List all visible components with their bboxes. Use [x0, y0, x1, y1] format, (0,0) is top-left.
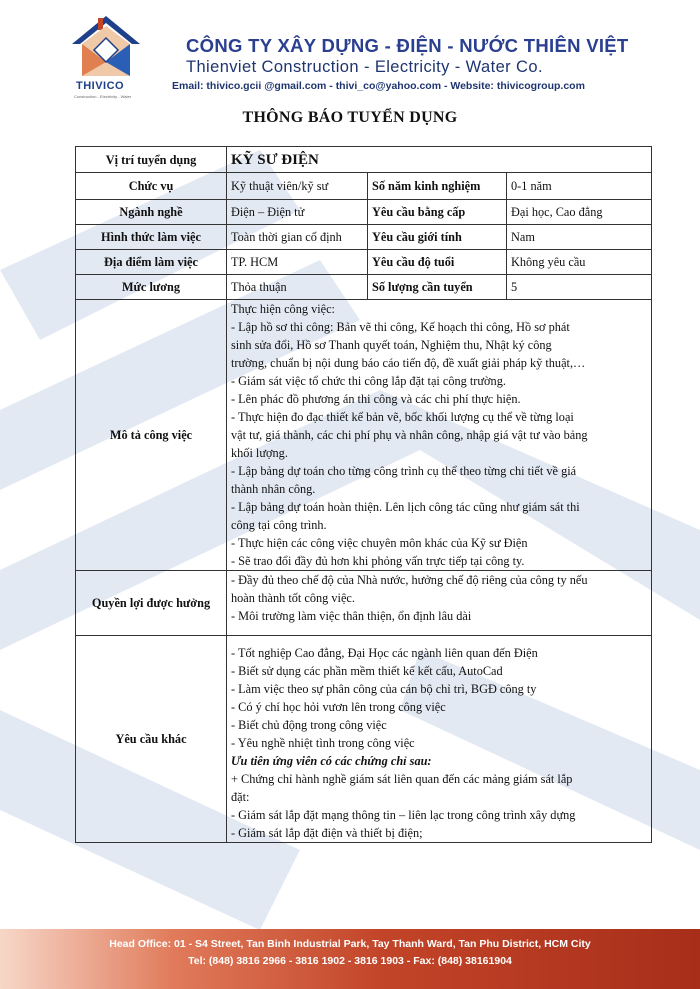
- text-line: - Thực hiện các công việc chuyên môn khác của Kỹ sư Điện: [231, 536, 528, 550]
- text-line: - Giám sát lắp đặt điện và thiết bị điện;: [231, 826, 423, 840]
- company-name-vn: CÔNG TY XÂY DỰNG - ĐIỆN - NƯỚC THIÊN VIỆT: [186, 35, 629, 56]
- priority-heading: Ưu tiên ứng viên có các chứng chỉ sau:: [231, 754, 432, 768]
- table-row: [76, 225, 652, 250]
- field-value: 5: [507, 275, 652, 300]
- field-label: Số năm kinh nghiệm: [368, 173, 507, 200]
- letterhead: [0, 0, 700, 108]
- text-line: - Lập bảng dự toán cho từng công trình cụ thể theo từng chi tiết về giá: [231, 464, 577, 478]
- text-line: - Lên phác đồ phương án thi công và các chi phí thực hiện.: [231, 392, 521, 406]
- other-requirements-content: [227, 636, 652, 843]
- house-logo-icon: [70, 14, 142, 80]
- field-value: Toàn thời gian cố định: [227, 225, 368, 250]
- table-row: [76, 636, 652, 843]
- field-label: Yêu cầu bằng cấp: [368, 200, 507, 225]
- table-row: [76, 300, 652, 571]
- table-row: [76, 250, 652, 275]
- field-value: Điện – Điện tử: [227, 200, 368, 225]
- text-line: Thực hiện công việc:: [231, 302, 335, 316]
- position-value: KỸ SƯ ĐIỆN: [227, 147, 652, 173]
- table-row: [76, 571, 652, 636]
- text-line: - Lập bảng dự toán hoàn thiện. Lên lịch công tác cũng như giám sát thi: [231, 500, 580, 514]
- footer-band: [0, 929, 700, 989]
- field-value: Thỏa thuận: [227, 275, 368, 300]
- description-content: [227, 300, 652, 571]
- text-line: trường, chuẩn bị nội dung báo cáo tiến độ, đề xuất giải pháp kỹ thuật,…: [231, 356, 586, 370]
- description-label: Mô tả công việc: [76, 300, 227, 571]
- field-value: Đại học, Cao đẳng: [507, 200, 652, 225]
- contact-line: Email: thivico.gcii @gmail.com - thivi_co@yahoo.com - Website: thivicogroup.com: [172, 80, 585, 92]
- benefits-label: Quyền lợi được hưởng: [76, 571, 227, 636]
- logo-tagline: Construction - Electricity - Water: [74, 94, 132, 99]
- field-value: Không yêu cầu: [507, 250, 652, 275]
- field-value: Kỹ thuật viên/kỹ sư: [227, 173, 368, 200]
- text-line: đặt:: [231, 790, 250, 804]
- field-label: Địa điểm làm việc: [76, 250, 227, 275]
- page-title: THÔNG BÁO TUYỂN DỤNG: [242, 109, 458, 126]
- table-row: [76, 200, 652, 225]
- text-line: - Có ý chí học hỏi vươn lên trong công việc: [231, 700, 446, 714]
- text-line: - Đầy đủ theo chế độ của Nhà nước, hưởng chế độ riêng của công ty nếu: [231, 573, 588, 587]
- position-label: Vị trí tuyển dụng: [76, 147, 227, 173]
- table-row: [76, 173, 652, 200]
- text-line: hoàn thành tốt công việc.: [231, 591, 355, 605]
- text-line: - Thực hiện đo đạc thiết kế bản vẽ, bốc khối lượng cụ thể về từng loại: [231, 410, 574, 424]
- company-name-en: Thienviet Construction - Electricity - Water Co.: [186, 58, 543, 76]
- text-line: khối lượng.: [231, 446, 288, 460]
- text-line: vật tư, giá thành, các chi phí phụ và nhân công, nhập giá vật tư vào bảng: [231, 428, 588, 442]
- field-label: Mức lương: [76, 275, 227, 300]
- field-label: Chức vụ: [76, 173, 227, 200]
- other-requirements-label: Yêu cầu khác: [76, 636, 227, 843]
- text-line: - Biết chủ động trong công việc: [231, 718, 387, 732]
- field-label: Ngành nghề: [76, 200, 227, 225]
- footer-address: Head Office: 01 - S4 Street, Tan Binh Industrial Park, Tay Thanh Ward, Tan Phu District, HCM City: [109, 938, 591, 950]
- benefits-content: [227, 571, 652, 636]
- logo-wordmark: THIVICO: [76, 80, 125, 92]
- job-table: [75, 146, 652, 843]
- text-line: - Giám sát việc tổ chức thi công lắp đặt tại công trường.: [231, 374, 506, 388]
- text-line: - Làm việc theo sự phân công của cán bộ chỉ trì, BGĐ công ty: [231, 682, 537, 696]
- text-line: sinh sửa đổi, Hồ sơ Thanh quyết toán, Nghiệm thu, Nhật ký công: [231, 338, 552, 352]
- text-line: - Yêu nghề nhiệt tình trong công việc: [231, 736, 415, 750]
- company-logo: [70, 14, 142, 104]
- table-row: [76, 275, 652, 300]
- text-line: - Lập hồ sơ thi công: Bản vẽ thi công, Kế hoạch thi công, Hồ sơ phát: [231, 320, 570, 334]
- text-line: thành nhân công.: [231, 482, 316, 496]
- field-label: Yêu cầu giới tính: [368, 225, 507, 250]
- text-line: - Môi trường làm việc thân thiện, ổn định lâu dài: [231, 609, 472, 623]
- field-value: TP. HCM: [227, 250, 368, 275]
- table-row: [76, 147, 652, 173]
- field-label: Số lượng cần tuyển: [368, 275, 507, 300]
- text-line: công tại công trình.: [231, 518, 327, 532]
- text-line: - Tốt nghiệp Cao đẳng, Đại Học các ngành liên quan đến Điện: [231, 646, 538, 660]
- field-value: Nam: [507, 225, 652, 250]
- field-label: Yêu cầu độ tuổi: [368, 250, 507, 275]
- text-line: - Giám sát lắp đặt mạng thông tin – liên lạc trong công trình xây dựng: [231, 808, 576, 822]
- text-line: + Chứng chỉ hành nghề giám sát liên quan đến các mảng giám sát lắp: [231, 772, 573, 786]
- text-line: - Sẽ trao đổi đầy đủ hơn khi phỏng vấn trực tiếp tại công ty.: [231, 554, 525, 568]
- field-value: 0-1 năm: [507, 173, 652, 200]
- footer-phones: Tel: (848) 3816 2966 - 3816 1902 - 3816 1903 - Fax: (848) 38161904: [188, 955, 512, 967]
- field-label: Hình thức làm việc: [76, 225, 227, 250]
- text-line: - Biết sử dụng các phần mềm thiết kế kết cấu, AutoCad: [231, 664, 503, 678]
